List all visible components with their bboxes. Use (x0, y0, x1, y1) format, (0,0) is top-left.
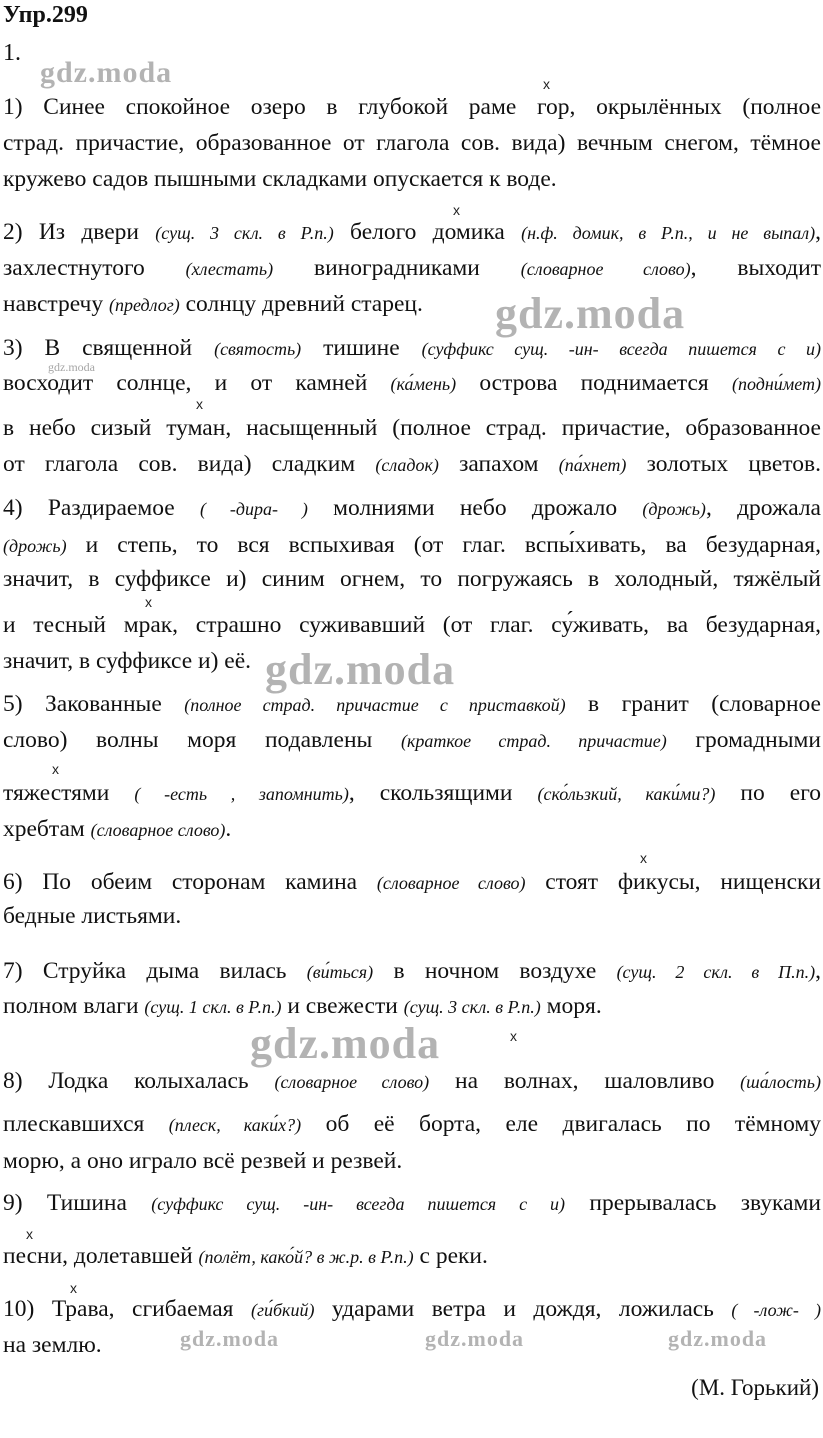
sentence-line: значит, в суффиксе и) её. (3, 648, 252, 674)
sentence-line: бедные листьями. (3, 903, 182, 929)
sentence-line: плескавшихся (плеск, каки́х?) об её борта, еле двигалась по тёмному (3, 1111, 821, 1137)
sentence-line: слово) волны моря подавлены (краткое страд. причастие) громадными (3, 727, 821, 753)
x-mark: x (52, 761, 59, 777)
sentence-line: значит, в суффиксе и) синим огнем, то погружаясь в холодный, тяжёлый (3, 566, 821, 592)
sentence-line: захлестнутого (хлестать) виноградниками (словарное слово), выходит (3, 255, 821, 281)
watermark: gdz.moda (250, 1019, 441, 1068)
x-mark: x (196, 396, 203, 412)
sentence-line: 6) По обеим сторонам камина (словарное слово) стоят фикусы, нищенски (3, 869, 821, 895)
x-mark: x (453, 202, 460, 218)
x-mark: x (510, 1028, 517, 1044)
sentence-line: восходит солнце, и от камней (ка́мень) острова поднимается (подни́мет) (3, 370, 821, 396)
x-mark: x (70, 1280, 77, 1296)
sentence-line: 10) Трава, сгибаемая (ги́бкий) ударами ветра и дождя, ложилась ( -лож- ) (3, 1296, 821, 1322)
sentence-line: 4) Раздираемое ( -дира- ) молниями небо дрожало (дрожь), дрожала (3, 495, 821, 521)
sentence-line: 2) Из двери (сущ. 3 скл. в Р.п.) белого домика (н.ф. домик, в Р.п., и не выпал), (3, 219, 821, 245)
sentence-line: кружево садов пышными складками опускается к воде. (3, 166, 557, 192)
sentence-line: 8) Лодка колыхалась (словарное слово) на волнах, шаловливо (ша́лость) (3, 1068, 821, 1094)
watermark: gdz.moda (495, 289, 686, 338)
sentence-line: 9) Тишина (суффикс сущ. -ин- всегда пишется с и) прерывалась звуками (3, 1190, 821, 1216)
sentence-line: морю, а оно играло всё резвей и резвей. (3, 1148, 403, 1174)
sentence-line: хребтам (словарное слово). (3, 816, 232, 842)
watermark: gdz.moda (265, 645, 456, 694)
watermark: gdz.moda (180, 1326, 280, 1351)
x-mark: x (145, 594, 152, 610)
sentence-line: 5) Закованные (полное страд. причастие с приставкой) в гранит (словарное (3, 691, 821, 717)
author-signature: (М. Горький) (691, 1375, 819, 1400)
sentence-line: страд. причастие, образованное от глагола сов. вида) вечным снегом, тёмное (3, 130, 821, 156)
watermark: gdz.moda (668, 1326, 768, 1351)
watermark: gdz.moda (425, 1326, 525, 1351)
x-mark: x (640, 850, 647, 866)
sentence-line: 1) Синее спокойное озеро в глубокой раме гор, окрылённых (полное (3, 94, 821, 120)
sentence-line: 7) Струйка дыма вилась (ви́ться) в ночном воздухе (сущ. 2 скл. в П.п.), (3, 958, 821, 984)
section-number: 1. (3, 40, 21, 66)
sentence-line: от глагола сов. вида) сладким (сладок) запахом (па́хнет) золотых цветов. (3, 451, 821, 477)
sentence-line: тяжестями ( -есть , запомнить), скользящими (ско́льзкий, каки́ми?) по его (3, 780, 822, 806)
sentence-line: и тесный мрак, страшно суживавший (от глаг. су́живать, ва безударная, (3, 612, 821, 638)
watermark: gdz.moda (40, 56, 173, 89)
sentence-line: песни, долетавшей (полёт, како́й? в ж.р. в Р.п.) с реки. (3, 1243, 488, 1269)
x-mark: x (26, 1226, 33, 1242)
sentence-line: (дрожь) и степь, то вся вспыхивая (от глаг. вспы́хивать, ва безударная, (3, 532, 821, 558)
sentence-line: полном влаги (сущ. 1 скл. в Р.п.) и свежести (сущ. 3 скл. в Р.п.) моря. (3, 993, 602, 1019)
sentence-line: на землю. (3, 1332, 102, 1358)
exercise-title: Упр.299 (3, 2, 88, 28)
sentence-line: 3) В священной (святость) тишине (суффикс сущ. -ин- всегда пишется с и) (3, 335, 822, 361)
x-mark: x (543, 76, 550, 92)
sentence-line: навстречу (предлог) солнцу древний старец. (3, 291, 423, 317)
watermark: gdz.moda (48, 360, 95, 374)
sentence-line: в небо сизый туман, насыщенный (полное страд. причастие, образованное (3, 415, 821, 441)
